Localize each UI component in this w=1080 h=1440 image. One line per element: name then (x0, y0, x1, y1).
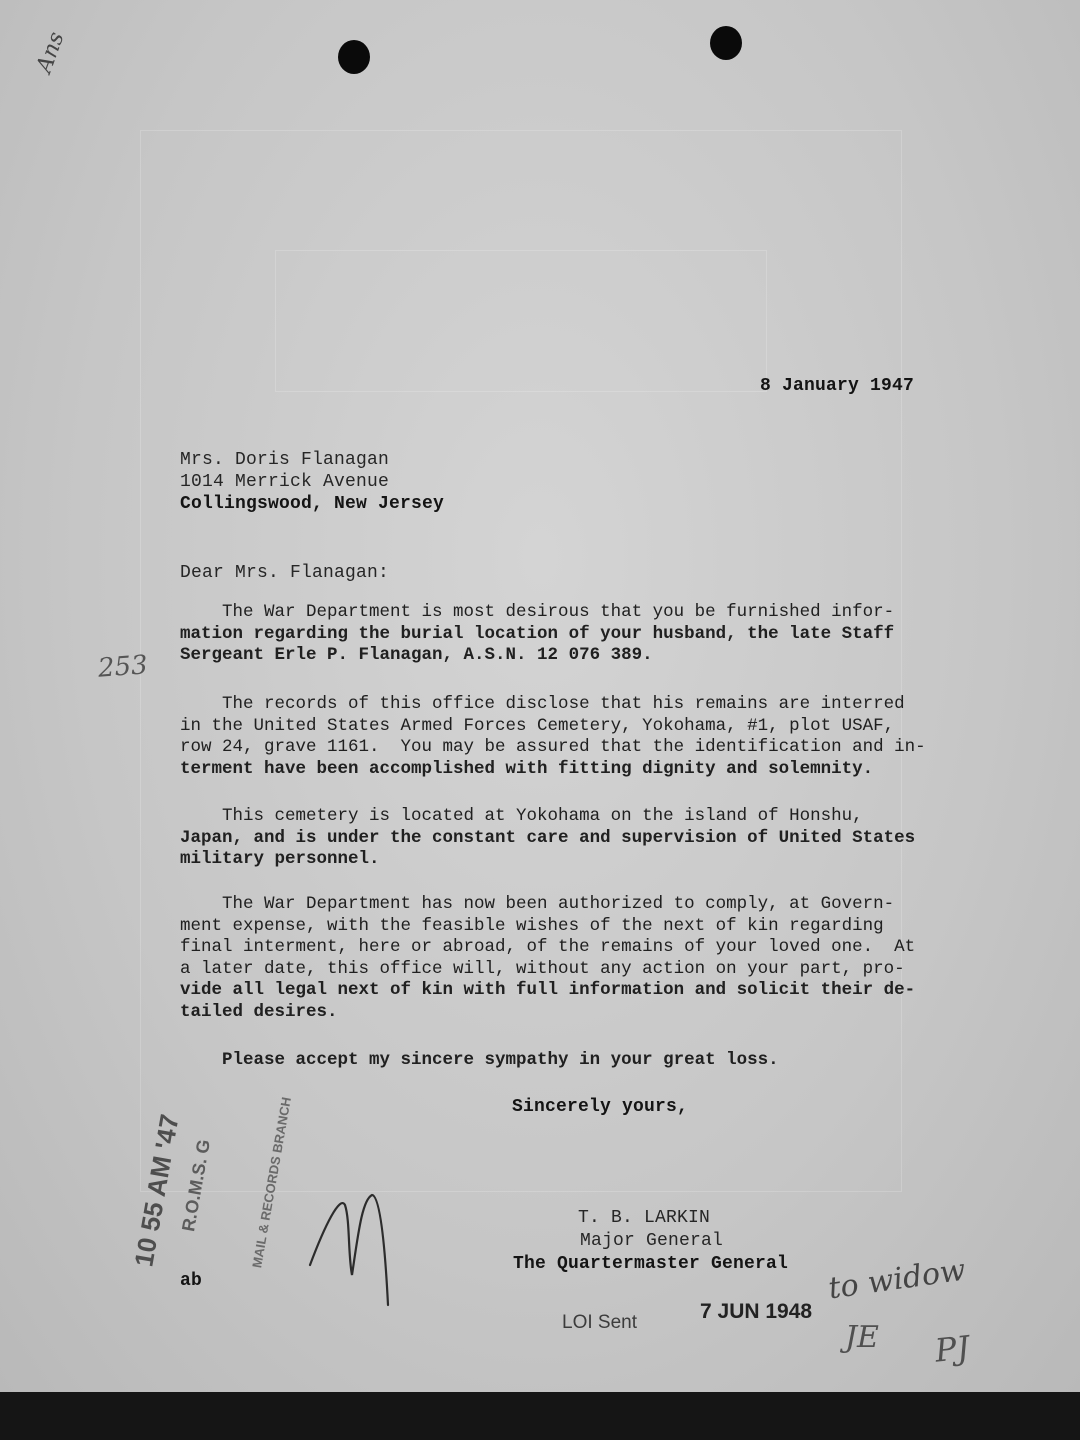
paragraph-line: final interment, here or abroad, of the remains of your loved one. At (180, 937, 916, 957)
bleed-through-frame-inner (275, 250, 767, 392)
salutation: Dear Mrs. Flanagan: (180, 563, 390, 583)
paragraph-records (180, 694, 970, 780)
paragraph-cemetery (180, 806, 970, 871)
loi-sent-label: LOI Sent (562, 1312, 637, 1333)
corner-handwritten-mark: Ans (31, 28, 70, 77)
paragraph-line: The War Department has now been authorized to comply, at Govern- (180, 894, 895, 914)
stamp-datetime: 10 55 AM '47 (128, 1111, 185, 1269)
signatory-rank: Major General (580, 1231, 724, 1251)
paragraph-line: The records of this office disclose that his remains are interred (180, 694, 905, 714)
paragraph-line: vide all legal next of kin with full information and solicit their de- (180, 980, 916, 1000)
received-stamp (128, 1065, 310, 1305)
scan-bottom-edge (0, 1392, 1080, 1440)
closing: Sincerely yours, (512, 1097, 689, 1117)
punch-hole-left (338, 40, 370, 74)
signatory-name: T. B. LARKIN (578, 1208, 711, 1228)
paragraph-line: row 24, grave 1161. You may be assured that the identification and in- (180, 737, 926, 757)
paragraph-line: Please accept my sincere sympathy in your great loss. (180, 1050, 779, 1070)
paragraph-line: This cemetery is located at Yokohama on the island of Honshu, (180, 806, 863, 826)
paragraph-line: in the United States Armed Forces Cemetery, Yokohama, #1, plot USAF, (180, 715, 895, 736)
typist-initials: ab (180, 1271, 203, 1291)
stamp-branch: MAIL & RECORDS BRANCH (249, 1095, 294, 1270)
handwritten-initials-je: JE (845, 1320, 879, 1355)
signatory-title: The Quartermaster General (513, 1254, 789, 1274)
recipient-street: 1014 Merrick Avenue (180, 472, 390, 492)
paragraph-line: Sergeant Erle P. Flanagan, A.S.N. 12 076 389. (180, 645, 653, 665)
paragraph-line: ment expense, with the feasible wishes of the next of kin regarding (180, 915, 884, 936)
paragraph-burial-info (180, 602, 970, 667)
stamp-office: R.O.M.S. G (178, 1137, 214, 1233)
letter-date: 8 January 1947 (760, 376, 915, 396)
paragraph-line: mation regarding the burial location of your husband, the late Staff (180, 623, 895, 644)
paragraph-line: tailed desires. (180, 1001, 338, 1022)
paragraph-authorization (180, 894, 970, 1023)
loi-sent-date: 7 JUN 1948 (700, 1300, 813, 1323)
recipient-name: Mrs. Doris Flanagan (180, 450, 390, 470)
paragraph-line: The War Department is most desirous that you be furnished infor- (180, 602, 895, 622)
paragraph-line: a later date, this office will, without any action on your part, pro- (180, 958, 905, 979)
paragraph-line: Japan, and is under the constant care and supervision of United States (180, 827, 916, 848)
handwritten-initial (300, 1185, 400, 1315)
paragraph-line: military personnel. (180, 849, 380, 869)
paragraph-line: terment have been accomplished with fitting dignity and solemnity. (180, 758, 874, 779)
handwritten-note: to widow (826, 1252, 968, 1307)
recipient-city: Collingswood, New Jersey (180, 494, 445, 514)
margin-number: 253 (97, 650, 149, 684)
punch-hole-right (710, 26, 742, 60)
handwritten-initials-pj: PJ (933, 1328, 972, 1370)
